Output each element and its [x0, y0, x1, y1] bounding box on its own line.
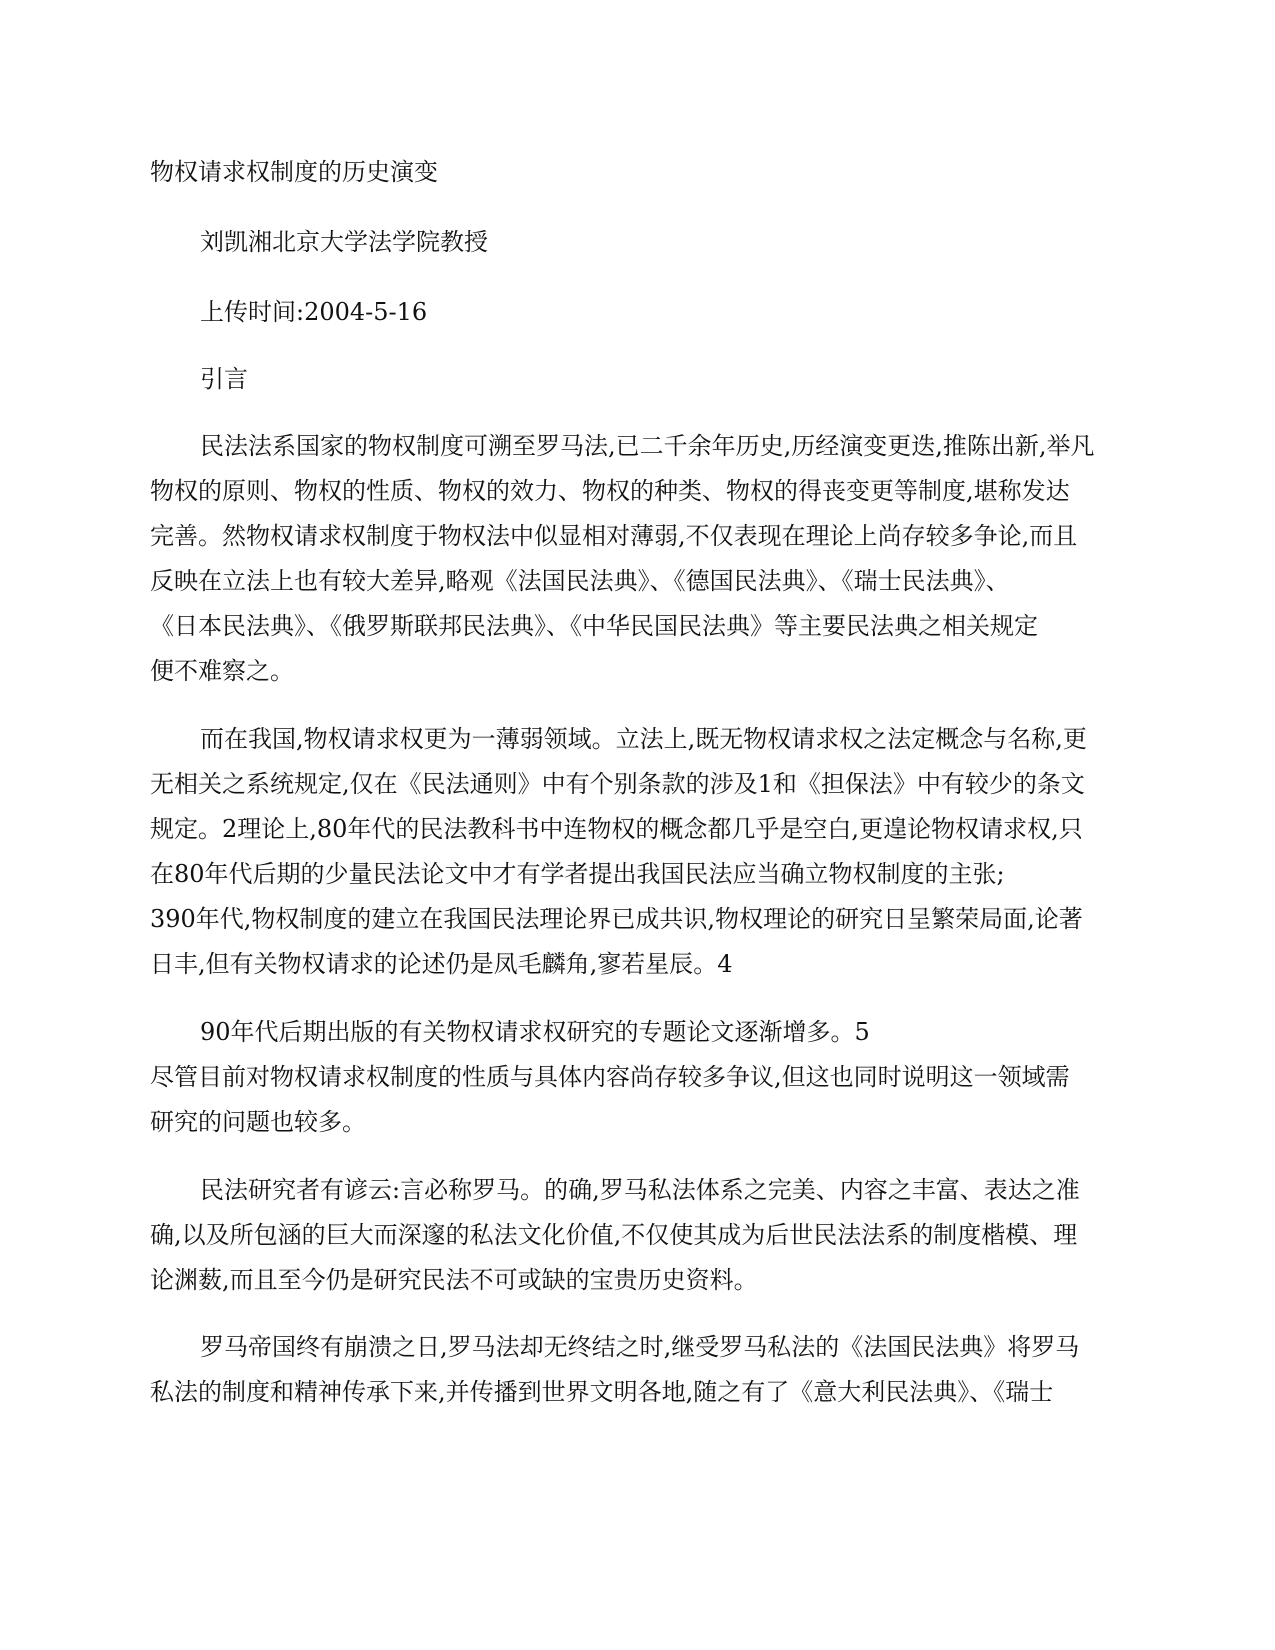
paragraph-line: 论渊薮,而且至今仍是研究民法不可或缺的宝贵历史资料。: [150, 1266, 758, 1294]
paragraph-line: 规定。2理论上,80年代的民法教科书中连物权的概念都几乎是空白,更遑论物权请求权,只: [150, 815, 1083, 843]
paragraph-line: 日丰,但有关物权请求的论述仍是凤毛麟角,寥若星辰。4: [150, 950, 733, 978]
paragraph-line: 而在我国,物权请求权更为一薄弱领域。立法上,既无物权请求权之法定概念与名称,更: [200, 725, 1087, 753]
paragraph-line: 尽管目前对物权请求权制度的性质与具体内容尚存较多争议,但这也同时说明这一领域需: [150, 1063, 1070, 1091]
paragraph-line: 私法的制度和精神传承下来,并传播到世界文明各地,随之有了《意大利民法典》、《瑞士: [150, 1378, 1054, 1406]
paragraph-line: 便不难察之。: [150, 657, 294, 685]
paragraph-line: 无相关之系统规定,仅在《民法通则》中有个别条款的涉及1和《担保法》中有较少的条文: [150, 770, 1085, 798]
paragraph-line: 反映在立法上也有较大差异,略观《法国民法典》、《德国民法典》、《瑞士民法典》、: [150, 567, 1010, 595]
paragraph-line: 在80年代后期的少量民法论文中才有学者提出我国民法应当确立物权制度的主张;: [150, 860, 1005, 888]
paragraph-line: 完善。然物权请求权制度于物权法中似显相对薄弱,不仅表现在理论上尚存较多争论,而且: [150, 522, 1078, 550]
upload-time: 上传时间:2004-5-16: [200, 298, 428, 326]
paragraph-line: 90年代后期出版的有关物权请求权研究的专题论文逐渐增多。5: [200, 1018, 870, 1046]
paragraph-line: 确,以及所包涵的巨大而深邃的私法文化价值,不仅使其成为后世民法法系的制度楷模、理: [150, 1221, 1078, 1249]
paragraph-line: 罗马帝国终有崩溃之日,罗马法却无终结之时,继受罗马私法的《法国民法典》将罗马: [200, 1333, 1080, 1361]
document-title: 物权请求权制度的历史演变: [150, 158, 438, 186]
section-heading: 引言: [200, 365, 248, 393]
paragraph-line: 390年代,物权制度的建立在我国民法理论界已成共识,物权理论的研究日呈繁荣局面,论著: [150, 905, 1083, 933]
paragraph-line: 民法法系国家的物权制度可溯至罗马法,已二千余年历史,历经演变更迭,推陈出新,举凡: [200, 432, 1095, 460]
paragraph-line: 民法研究者有谚云:言必称罗马。的确,罗马私法体系之完美、内容之丰富、表达之准: [200, 1176, 1080, 1204]
author-line: 刘凯湘北京大学法学院教授: [200, 228, 488, 256]
paragraph-line: 物权的原则、物权的性质、物权的效力、物权的种类、物权的得丧变更等制度,堪称发达: [150, 477, 1070, 505]
paragraph-line: 研究的问题也较多。: [150, 1108, 366, 1136]
paragraph-line: 《日本民法典》、《俄罗斯联邦民法典》、《中华民国民法典》等主要民法典之相关规定: [150, 612, 1038, 640]
